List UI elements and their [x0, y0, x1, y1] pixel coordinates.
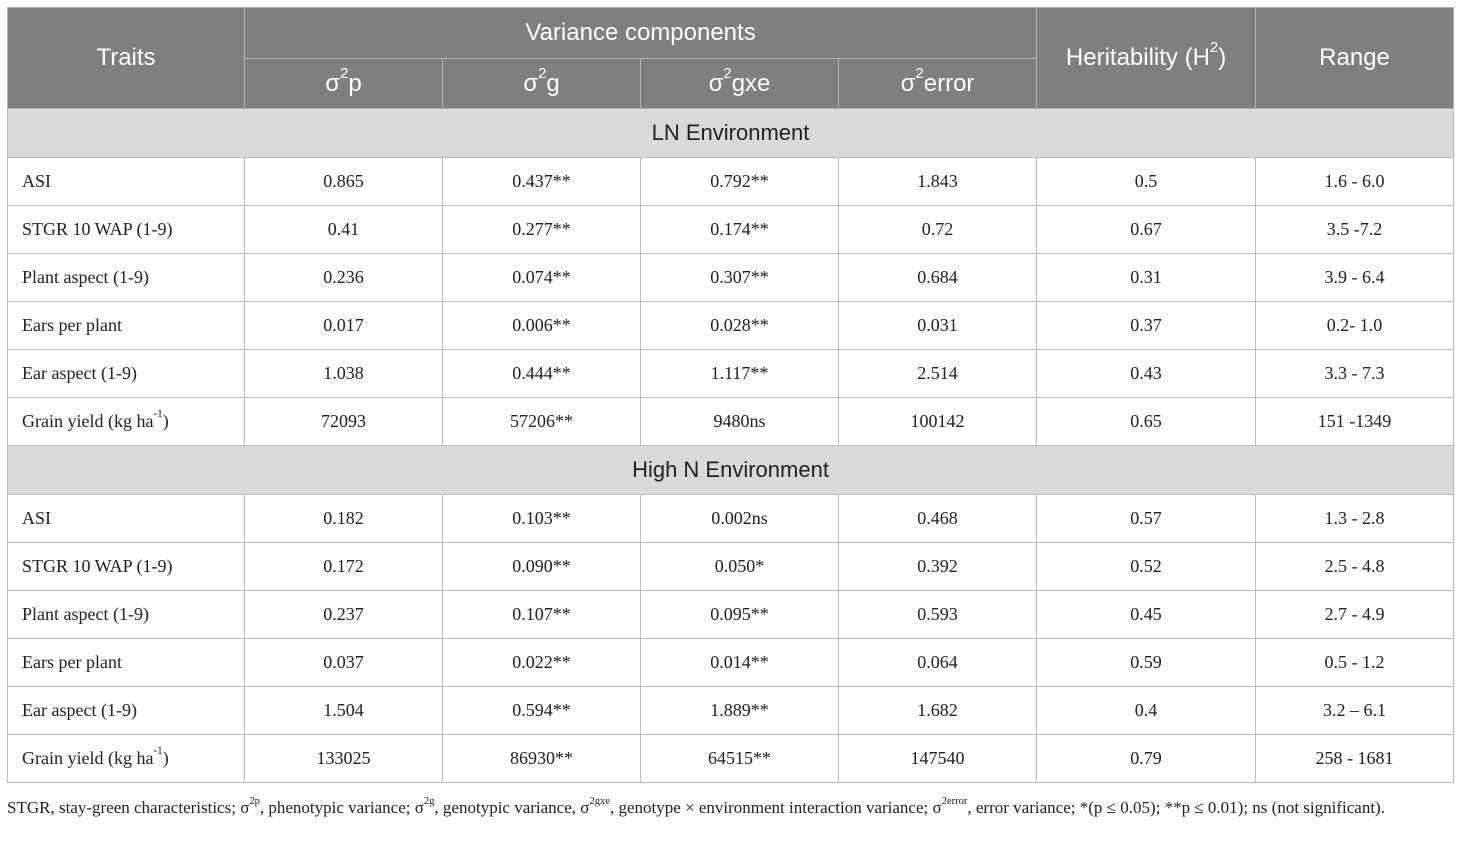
- table-row: [8, 350, 1454, 398]
- cell-error: 0.064: [839, 639, 1037, 687]
- cell-range: 151 -1349: [1256, 398, 1454, 446]
- table-body: [8, 109, 1454, 783]
- table-row: [8, 543, 1454, 591]
- cell-p: 0.037: [245, 639, 443, 687]
- cell-trait: Grain yield (kg $ha^{-1}$): [8, 735, 245, 783]
- cell-p: 0.236: [245, 254, 443, 302]
- cell-h2: 0.45: [1037, 591, 1256, 639]
- header-heritability: Heritability $(H^2)$: [1037, 8, 1256, 109]
- cell-h2: 0.37: [1037, 302, 1256, 350]
- cell-h2: 0.43: [1037, 350, 1256, 398]
- cell-g: 57206**: [443, 398, 641, 446]
- cell-p: 0.237: [245, 591, 443, 639]
- cell-trait: Grain yield (kg $ha^{-1}$): [8, 398, 245, 446]
- cell-p: 0.172: [245, 543, 443, 591]
- cell-g: 0.437**: [443, 158, 641, 206]
- cell-trait: Plant aspect (1-9): [8, 254, 245, 302]
- table-row: [8, 639, 1454, 687]
- cell-error: 2.514: [839, 350, 1037, 398]
- cell-h2: 0.67: [1037, 206, 1256, 254]
- cell-gxe: 1.117**: [641, 350, 839, 398]
- cell-g: 0.022**: [443, 639, 641, 687]
- table-header: [8, 8, 1454, 109]
- header-sigma2g: $\sigma^2g$: [443, 59, 641, 109]
- table-row: [8, 158, 1454, 206]
- cell-range: 3.5 -7.2: [1256, 206, 1454, 254]
- cell-error: 100142: [839, 398, 1037, 446]
- header-sigma2p: $\sigma^2p$: [245, 59, 443, 109]
- cell-trait: Ear aspect (1-9): [8, 350, 245, 398]
- table-row: [8, 302, 1454, 350]
- cell-error: 1.843: [839, 158, 1037, 206]
- cell-error: 0.72: [839, 206, 1037, 254]
- cell-p: 0.182: [245, 495, 443, 543]
- table-row: [8, 206, 1454, 254]
- cell-p: 72093: [245, 398, 443, 446]
- cell-gxe: 9480ns: [641, 398, 839, 446]
- cell-gxe: 0.307**: [641, 254, 839, 302]
- cell-h2: 0.59: [1037, 639, 1256, 687]
- cell-h2: 0.79: [1037, 735, 1256, 783]
- cell-g: 86930**: [443, 735, 641, 783]
- table-row: [8, 495, 1454, 543]
- cell-gxe: 0.002ns: [641, 495, 839, 543]
- cell-error: 0.392: [839, 543, 1037, 591]
- header-sigma2gxe: $\sigma^2gxe$: [641, 59, 839, 109]
- cell-range: 3.9 - 6.4: [1256, 254, 1454, 302]
- cell-p: 0.41: [245, 206, 443, 254]
- cell-gxe: 0.174**: [641, 206, 839, 254]
- cell-p: 0.865: [245, 158, 443, 206]
- cell-error: 1.682: [839, 687, 1037, 735]
- cell-g: 0.594**: [443, 687, 641, 735]
- cell-error: 147540: [839, 735, 1037, 783]
- cell-gxe: 0.792**: [641, 158, 839, 206]
- cell-range: 2.7 - 4.9: [1256, 591, 1454, 639]
- cell-g: 0.107**: [443, 591, 641, 639]
- cell-error: 0.593: [839, 591, 1037, 639]
- cell-h2: 0.65: [1037, 398, 1256, 446]
- cell-g: 0.444**: [443, 350, 641, 398]
- cell-error: 0.684: [839, 254, 1037, 302]
- cell-trait: Ear aspect (1-9): [8, 687, 245, 735]
- header-traits: Traits: [8, 8, 245, 109]
- cell-gxe: 64515**: [641, 735, 839, 783]
- header-range: Range: [1256, 8, 1454, 109]
- cell-trait: ASI: [8, 495, 245, 543]
- cell-p: 1.504: [245, 687, 443, 735]
- cell-range: 0.2- 1.0: [1256, 302, 1454, 350]
- cell-g: 0.006**: [443, 302, 641, 350]
- cell-error: 0.031: [839, 302, 1037, 350]
- section-title: LN Environment: [8, 109, 1454, 158]
- cell-h2: 0.57: [1037, 495, 1256, 543]
- cell-trait: STGR 10 WAP (1-9): [8, 206, 245, 254]
- table-row: [8, 735, 1454, 783]
- cell-range: 3.2 – 6.1: [1256, 687, 1454, 735]
- cell-h2: 0.52: [1037, 543, 1256, 591]
- cell-g: 0.103**: [443, 495, 641, 543]
- header-sigma2error: $\sigma^2error$: [839, 59, 1037, 109]
- cell-p: 1.038: [245, 350, 443, 398]
- table-row: [8, 398, 1454, 446]
- cell-gxe: 0.050*: [641, 543, 839, 591]
- cell-gxe: 0.014**: [641, 639, 839, 687]
- variance-table: [7, 7, 1454, 783]
- table-row: [8, 254, 1454, 302]
- header-variance-components: Variance components: [245, 8, 1037, 59]
- cell-trait: Ears per plant: [8, 302, 245, 350]
- cell-trait: STGR 10 WAP (1-9): [8, 543, 245, 591]
- cell-gxe: 1.889**: [641, 687, 839, 735]
- cell-trait: Plant aspect (1-9): [8, 591, 245, 639]
- cell-p: 133025: [245, 735, 443, 783]
- table-footnote: STGR, stay-green characteristics; $\sigma^{2p}$, phenotypic variance; $\sigma^{2g}$, genotypic variance, $\sigma^{2gxe}$, genotype × environment interaction variance; $\sigma^{2error}$, error variance; *(p ≤ 0.05); **p ≤ 0.01); ns (not significant).: [7, 795, 1385, 817]
- cell-range: 1.6 - 6.0: [1256, 158, 1454, 206]
- cell-h2: 0.5: [1037, 158, 1256, 206]
- cell-range: 258 - 1681: [1256, 735, 1454, 783]
- cell-range: 3.3 - 7.3: [1256, 350, 1454, 398]
- cell-error: 0.468: [839, 495, 1037, 543]
- table-row: [8, 591, 1454, 639]
- cell-h2: 0.4: [1037, 687, 1256, 735]
- table-container: [7, 7, 1453, 783]
- section-row: [8, 446, 1454, 495]
- cell-g: 0.074**: [443, 254, 641, 302]
- cell-p: 0.017: [245, 302, 443, 350]
- cell-g: 0.090**: [443, 543, 641, 591]
- cell-range: 0.5 - 1.2: [1256, 639, 1454, 687]
- cell-h2: 0.31: [1037, 254, 1256, 302]
- cell-gxe: 0.095**: [641, 591, 839, 639]
- cell-trait: ASI: [8, 158, 245, 206]
- section-title: High N Environment: [8, 446, 1454, 495]
- cell-range: 1.3 - 2.8: [1256, 495, 1454, 543]
- table-row: [8, 687, 1454, 735]
- cell-g: 0.277**: [443, 206, 641, 254]
- section-row: [8, 109, 1454, 158]
- cell-gxe: 0.028**: [641, 302, 839, 350]
- cell-trait: Ears per plant: [8, 639, 245, 687]
- cell-range: 2.5 - 4.8: [1256, 543, 1454, 591]
